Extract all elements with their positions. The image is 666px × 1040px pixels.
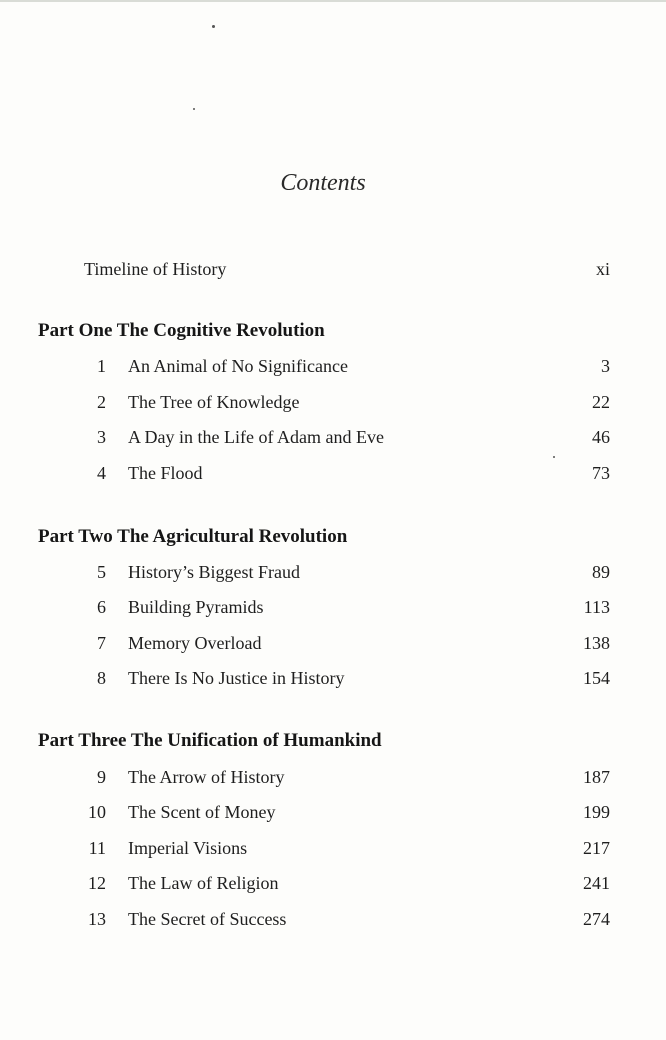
chapter-page: 274 bbox=[583, 909, 610, 929]
chapter-page: 138 bbox=[583, 633, 610, 653]
chapter-number: 3 bbox=[97, 427, 106, 447]
chapter-row bbox=[60, 906, 610, 932]
chapter-row bbox=[60, 835, 610, 861]
chapter-page: 113 bbox=[583, 597, 610, 617]
chapter-row bbox=[60, 870, 610, 896]
chapter-row bbox=[60, 460, 610, 486]
print-speck bbox=[212, 25, 215, 28]
chapter-title: The Tree of Knowledge bbox=[128, 392, 300, 412]
timeline-label: Timeline of History bbox=[84, 259, 227, 279]
print-speck bbox=[553, 456, 555, 458]
timeline-page: xi bbox=[595, 259, 610, 279]
chapter-number: 13 bbox=[88, 909, 106, 929]
chapter-page: 46 bbox=[592, 427, 610, 447]
chapter-title: The Flood bbox=[128, 463, 203, 483]
chapter-page: 199 bbox=[583, 802, 610, 822]
chapter-number: 4 bbox=[97, 463, 106, 483]
chapter-number: 1 bbox=[97, 356, 106, 376]
chapter-row bbox=[60, 630, 610, 656]
chapter-number: 5 bbox=[97, 562, 106, 582]
chapter-row bbox=[60, 424, 610, 450]
chapter-title: There Is No Justice in History bbox=[128, 668, 345, 688]
chapter-title: The Secret of Success bbox=[128, 909, 287, 929]
chapter-page: 22 bbox=[592, 392, 610, 412]
chapter-title: A Day in the Life of Adam and Eve bbox=[128, 427, 384, 447]
chapter-page: 73 bbox=[592, 463, 610, 483]
part-heading: Part One The Cognitive Revolution bbox=[38, 320, 325, 341]
chapter-row bbox=[60, 665, 610, 691]
chapter-number: 12 bbox=[88, 873, 106, 893]
chapter-page: 89 bbox=[592, 562, 610, 582]
chapter-row bbox=[60, 764, 610, 790]
page-title: Contents bbox=[280, 170, 366, 196]
chapter-row bbox=[60, 353, 610, 379]
chapter-title: Building Pyramids bbox=[128, 597, 264, 617]
chapter-number: 9 bbox=[97, 767, 106, 787]
chapter-number: 10 bbox=[88, 802, 106, 822]
chapter-title: An Animal of No Significance bbox=[128, 356, 348, 376]
chapter-number: 8 bbox=[97, 668, 106, 688]
chapter-number: 7 bbox=[97, 633, 106, 653]
chapter-row bbox=[60, 594, 610, 620]
print-speck bbox=[193, 108, 195, 110]
chapter-number: 11 bbox=[88, 838, 106, 858]
chapter-page: 154 bbox=[583, 668, 610, 688]
chapter-page: 187 bbox=[583, 767, 610, 787]
chapter-number: 6 bbox=[97, 597, 106, 617]
chapter-number: 2 bbox=[97, 392, 106, 412]
chapter-page: 241 bbox=[583, 873, 610, 893]
timeline-entry bbox=[84, 256, 610, 282]
chapter-title: Imperial Visions bbox=[128, 838, 248, 858]
part-heading: Part Two The Agricultural Revolution bbox=[38, 526, 348, 547]
chapter-row bbox=[60, 799, 610, 825]
part-heading: Part Three The Unification of Humankind bbox=[38, 730, 382, 751]
chapter-title: Memory Overload bbox=[128, 633, 262, 653]
chapter-page: 3 bbox=[601, 356, 610, 376]
chapter-row bbox=[60, 389, 610, 415]
chapter-row bbox=[60, 559, 610, 585]
chapter-title: The Law of Religion bbox=[128, 873, 279, 893]
page-top-edge bbox=[0, 0, 666, 2]
chapter-page: 217 bbox=[583, 838, 610, 858]
chapter-title: The Scent of Money bbox=[128, 802, 276, 822]
chapter-title: The Arrow of History bbox=[128, 767, 285, 787]
chapter-title: History’s Biggest Fraud bbox=[128, 562, 301, 582]
